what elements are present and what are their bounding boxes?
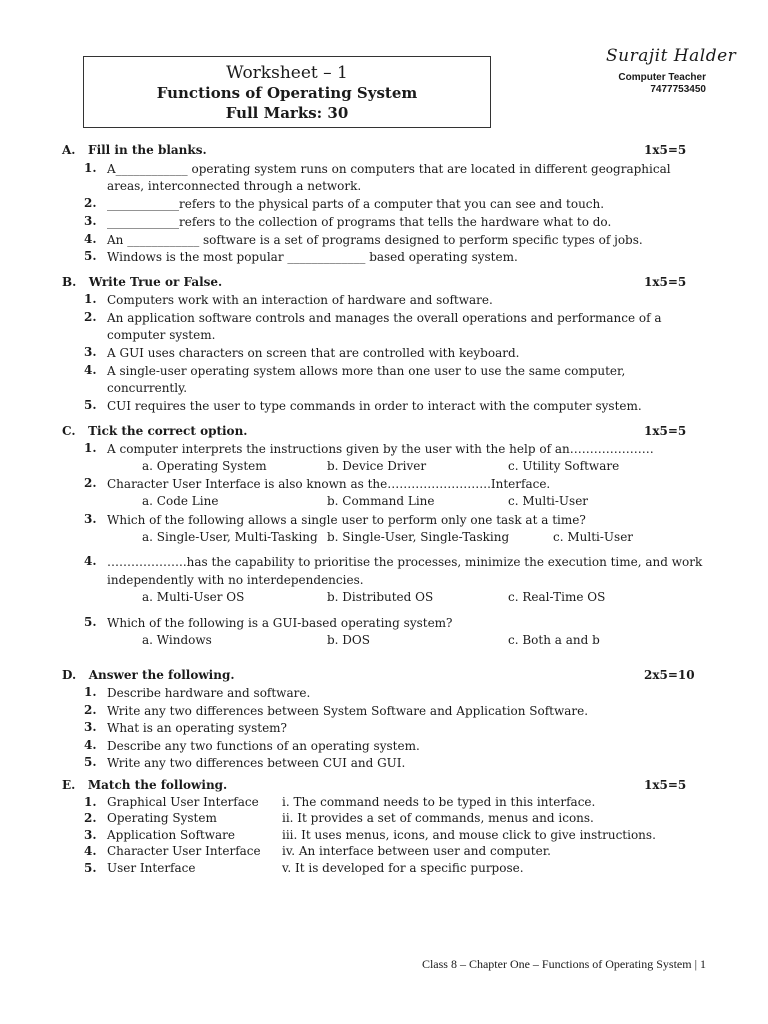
item-number: 3. xyxy=(84,828,97,842)
section-label: D. xyxy=(62,668,77,682)
option: c. Both a and b xyxy=(508,633,600,647)
question-text: Windows is the most popular _____________ based operating system. xyxy=(107,250,518,264)
question-text: A GUI uses characters on screen that are controlled with keyboard. xyxy=(107,346,520,360)
option: a. Windows xyxy=(142,633,212,647)
question-text: Write any two differences between System Software and Application Software. xyxy=(107,704,589,718)
section-title: Match the following. xyxy=(87,778,228,792)
question-text: Which of the following is a GUI-based operating system? xyxy=(107,616,453,630)
section-label: E. xyxy=(62,778,76,792)
worksheet-title: Worksheet – 1 xyxy=(226,63,348,83)
match-right-item: iii. It uses menus, icons, and mouse click to give instructions. xyxy=(282,828,656,842)
section-b-heading xyxy=(62,275,222,289)
question-text: ____________refers to the collection of programs that tells the hardware what to do. xyxy=(107,215,612,229)
match-left-item: Application Software xyxy=(107,828,235,842)
section-e-heading xyxy=(62,778,227,792)
item-number: 3. xyxy=(84,345,97,359)
section-d-heading xyxy=(62,668,235,682)
option: b. Device Driver xyxy=(327,459,427,473)
option: c. Multi-User xyxy=(508,494,589,508)
full-marks: Full Marks: 30 xyxy=(225,104,349,122)
item-number: 4. xyxy=(84,363,97,377)
match-left-item: Graphical User Interface xyxy=(107,795,259,809)
question-text: An ____________ software is a set of programs designed to perform specific types of jobs. xyxy=(107,233,643,247)
item-number: 3. xyxy=(84,720,97,734)
match-right-item: i. The command needs to be typed in this interface. xyxy=(282,795,596,809)
question-text: An application software controls and manages the overall operations and performance of a xyxy=(107,311,662,325)
question-text: ………………..has the capability to prioritise the processes, minimize the execution time, and work xyxy=(107,555,703,569)
question-text: areas, interconnected through a network. xyxy=(107,179,362,193)
option: c. Real-Time OS xyxy=(508,590,606,604)
question-text: computer system. xyxy=(107,328,216,342)
question-text: ____________refers to the physical parts of a computer that you can see and touch. xyxy=(107,197,605,211)
section-a-heading xyxy=(62,143,207,157)
item-number: 5. xyxy=(84,755,97,769)
item-number: 3. xyxy=(84,512,97,526)
item-number: 5. xyxy=(84,861,97,875)
item-number: 2. xyxy=(84,310,97,324)
option: a. Operating System xyxy=(142,459,267,473)
option: a. Multi-User OS xyxy=(142,590,245,604)
item-number: 1. xyxy=(84,795,97,809)
item-number: 2. xyxy=(84,196,97,210)
option: b. Distributed OS xyxy=(327,590,434,604)
match-left-item: Character User Interface xyxy=(107,844,261,858)
item-number: 2. xyxy=(84,703,97,717)
question-text: A single-user operating system allows more than one user to use the same computer, xyxy=(107,364,626,378)
item-number: 1. xyxy=(84,441,97,455)
section-title: Tick the correct option. xyxy=(88,424,248,438)
match-right-item: iv. An interface between user and computer. xyxy=(282,844,551,858)
question-text: Write any two differences between CUI and GUI. xyxy=(107,756,406,770)
question-text: concurrently. xyxy=(107,381,188,395)
section-label: C. xyxy=(62,424,76,438)
section-e-marks: 1x5=5 xyxy=(644,778,687,792)
item-number: 2. xyxy=(84,811,97,825)
question-text: What is an operating system? xyxy=(107,721,287,735)
item-number: 1. xyxy=(84,685,97,699)
question-text: A____________ operating system runs on computers that are located in different geographical xyxy=(107,162,671,176)
match-left-item: User Interface xyxy=(107,861,196,875)
worksheet-subtitle: Functions of Operating System xyxy=(156,84,418,102)
question-text: Which of the following allows a single user to perform only one task at a time? xyxy=(107,513,586,527)
item-number: 5. xyxy=(84,615,97,629)
item-number: 4. xyxy=(84,844,97,858)
option: b. Single-User, Single-Tasking xyxy=(327,530,510,544)
item-number: 5. xyxy=(84,398,97,412)
question-text: Describe hardware and software. xyxy=(107,686,311,700)
section-c-marks: 1x5=5 xyxy=(644,424,687,438)
section-title: Answer the following. xyxy=(88,668,235,682)
teacher-signature: Surajit Halder xyxy=(606,46,737,66)
section-label: B. xyxy=(62,275,77,289)
option: b. DOS xyxy=(327,633,370,647)
item-number: 1. xyxy=(84,292,97,306)
question-text: Describe any two functions of an operating system. xyxy=(107,739,420,753)
item-number: 4. xyxy=(84,232,97,246)
section-a-marks: 1x5=5 xyxy=(644,143,687,157)
option: b. Command Line xyxy=(327,494,435,508)
item-number: 3. xyxy=(84,214,97,228)
match-left-item: Operating System xyxy=(107,811,217,825)
section-c-heading xyxy=(62,424,247,438)
option: a. Code Line xyxy=(142,494,219,508)
match-right-item: ii. It provides a set of commands, menus and icons. xyxy=(282,811,594,825)
teacher-phone: 7477753450 xyxy=(650,84,706,95)
item-number: 1. xyxy=(84,161,97,175)
teacher-role: Computer Teacher xyxy=(618,72,706,83)
item-number: 4. xyxy=(84,554,97,568)
option: c. Utility Software xyxy=(508,459,620,473)
section-title: Write True or False. xyxy=(88,275,223,289)
question-text: independently with no interdependencies. xyxy=(107,573,364,587)
question-text: Computers work with an interaction of hardware and software. xyxy=(107,293,493,307)
item-number: 5. xyxy=(84,249,97,263)
option: c. Multi-User xyxy=(553,530,634,544)
teacher-info xyxy=(606,72,706,96)
section-d-marks: 2x5=10 xyxy=(644,668,695,682)
section-title: Fill in the blanks. xyxy=(88,143,207,157)
section-b-marks: 1x5=5 xyxy=(644,275,687,289)
page-footer: Class 8 – Chapter One – Functions of Operating System | 1 xyxy=(421,957,706,971)
item-number: 2. xyxy=(84,476,97,490)
question-text: A computer interprets the instructions given by the user with the help of an………………… xyxy=(107,442,654,456)
question-text: Character User Interface is also known as the……………………..Interface. xyxy=(107,477,551,491)
question-text: CUI requires the user to type commands in order to interact with the computer system. xyxy=(107,399,642,413)
worksheet-title-box xyxy=(83,56,491,128)
section-label: A. xyxy=(62,143,76,157)
option: a. Single-User, Multi-Tasking xyxy=(142,530,318,544)
item-number: 4. xyxy=(84,738,97,752)
match-right-item: v. It is developed for a specific purpose. xyxy=(282,861,524,875)
